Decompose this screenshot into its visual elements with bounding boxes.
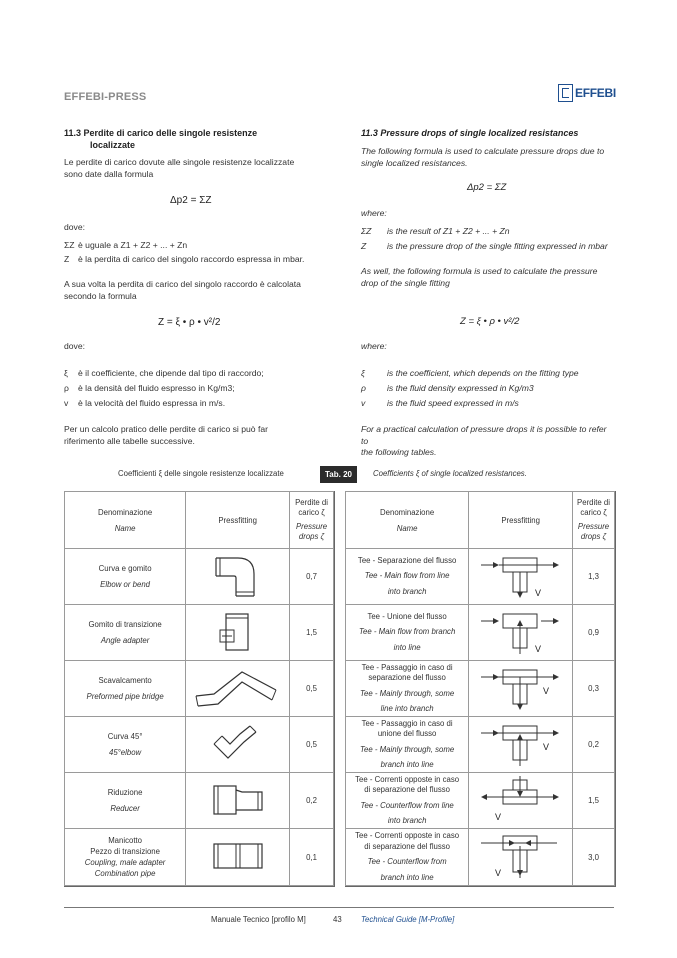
where-label-en: where: bbox=[361, 208, 387, 218]
velocity-label: V bbox=[494, 811, 501, 822]
paragraph-3-it: Per un calcolo pratico delle perdite di carico si può far riferimento alle tabelle successive. bbox=[64, 424, 268, 446]
table-row: Scavalcamento Preformed pipe bridge 0,5 bbox=[65, 661, 334, 717]
pressure-drop-value: 1,5 bbox=[290, 605, 334, 661]
logo-text: EFFEBI bbox=[575, 86, 616, 100]
formula-1-en: Δp2 = ΣZ bbox=[467, 182, 507, 193]
table-row: Tee - Passaggio in caso di unione del flusso Tee - Mainly through, some branch into line V 0,2 bbox=[346, 717, 615, 773]
definition-sum-it: ΣZ è uguale a Z1 + Z2 + ... + Zn bbox=[64, 240, 188, 250]
header-pressfitting: Pressfitting bbox=[469, 492, 573, 549]
pressure-drop-value: 0,2 bbox=[290, 773, 334, 829]
tee-union-icon bbox=[479, 608, 563, 656]
table-row: Manicotto Pezzo di transizione Coupling, male adapter Combination pipe 0,1 bbox=[65, 829, 334, 886]
velocity-label: V bbox=[534, 587, 541, 598]
paragraph-2-it: A sua volta la perdita di carico del singolo raccordo è calcolata secondo la formula bbox=[64, 279, 301, 301]
table-header-row bbox=[65, 492, 334, 549]
pressure-drop-value: 0,9 bbox=[573, 605, 615, 661]
table-row: Riduzione Reducer 0,2 bbox=[65, 773, 334, 829]
formula-2-it: Z = ξ • ρ • v²/2 bbox=[158, 317, 221, 328]
header-pressfitting: Pressfitting bbox=[186, 492, 290, 549]
footer-left: Manuale Tecnico [profilo M] bbox=[211, 915, 306, 924]
table-row: Tee - Correnti opposte in caso di separazione del flusso Tee - Counterflow from line into branch V 1,5 bbox=[346, 773, 615, 829]
where-label-it: dove: bbox=[64, 222, 86, 232]
pressure-drop-value: 0,1 bbox=[290, 829, 334, 886]
right-table bbox=[345, 491, 615, 886]
table-row: Tee - Correnti opposte in caso di separazione del flusso Tee - Counterflow from branch into line V 3,0 bbox=[346, 829, 615, 886]
reducer-icon bbox=[208, 780, 268, 820]
definition-z-en: Z is the pressure drop of the single fitting expressed in mbar bbox=[361, 241, 608, 251]
table-caption-it: Coefficienti ξ delle singole resistenze localizzate bbox=[118, 469, 284, 478]
left-table bbox=[64, 491, 334, 886]
intro-en: The following formula is used to calculate pressure drops due to single localized resistances. bbox=[361, 146, 605, 168]
tee-through-separation-icon bbox=[479, 664, 563, 712]
table-row: Curva e gomito Elbow or bend 0,7 bbox=[65, 549, 334, 605]
table-caption-en: Coefficients ξ of single localized resistances. bbox=[373, 469, 527, 478]
intro-it: Le perdite di carico dovute alle singole resistenze localizzate sono date dalla formula bbox=[64, 157, 295, 179]
pressure-drop-value: 0,2 bbox=[573, 717, 615, 773]
pressure-drop-value: 1,5 bbox=[573, 773, 615, 829]
tee-separation-icon bbox=[479, 552, 563, 600]
table-row: Gomito di transizione Angle adapter 1,5 bbox=[65, 605, 334, 661]
definition-rho-it: ρ è la densità del fluido espresso in Kg/m3; bbox=[64, 383, 235, 393]
definition-v-it: v è la velocità del fluido espressa in m/s. bbox=[64, 398, 226, 408]
table-row: Tee - Unione del flusso Tee - Main flow from branch into line V 0,9 bbox=[346, 605, 615, 661]
velocity-label: V bbox=[542, 741, 549, 752]
elbow-45-icon bbox=[208, 722, 268, 766]
pressure-drop-value: 1,3 bbox=[573, 549, 615, 605]
tee-counterflow-separation-icon bbox=[479, 776, 563, 824]
logo-mark-icon bbox=[558, 84, 573, 102]
section-title-it: 11.3 Perdite di carico delle singole resistenze localizzate bbox=[64, 128, 258, 150]
table-row: Tee - Separazione del flusso Tee - Main flow from line into branch V 1,3 bbox=[346, 549, 615, 605]
definition-v-en: v is the fluid speed expressed in m/s bbox=[361, 398, 519, 408]
where2-label-en: where: bbox=[361, 341, 387, 351]
pressure-drop-value: 0,3 bbox=[573, 661, 615, 717]
velocity-label: V bbox=[494, 868, 501, 878]
definition-z-it: Z è la perdita di carico del singolo raccordo espressa in mbar. bbox=[64, 254, 305, 264]
where2-label-it: dove: bbox=[64, 341, 86, 351]
footer-divider bbox=[64, 907, 614, 908]
angle-adapter-icon bbox=[218, 610, 258, 654]
definition-rho-en: ρ is the fluid density expressed in Kg/m3 bbox=[361, 383, 534, 393]
formula-2-en: Z = ξ • ρ • v²/2 bbox=[460, 316, 520, 327]
paragraph-3-en: For a practical calculation of pressure drops it is possible to refer to the following tables. bbox=[361, 424, 607, 457]
header-name: Denominazione Name bbox=[346, 492, 469, 549]
definition-xi-it: ξ è il coefficiente, che dipende dal tipo di raccordo; bbox=[64, 368, 264, 378]
pressure-drop-value: 0,7 bbox=[290, 549, 334, 605]
brand-name: EFFEBI-PRESS bbox=[64, 91, 147, 103]
table-header-row bbox=[346, 492, 615, 549]
header-name: Denominazione Name bbox=[65, 492, 186, 549]
elbow-icon bbox=[208, 554, 268, 598]
company-logo bbox=[558, 84, 614, 104]
velocity-label: V bbox=[534, 643, 541, 654]
tee-through-union-icon bbox=[479, 720, 563, 768]
tee-counterflow-union-icon bbox=[479, 832, 563, 880]
velocity-label: V bbox=[542, 685, 549, 696]
formula-1-it: Δp2 = ΣZ bbox=[170, 195, 212, 206]
definition-xi-en: ξ is the coefficient, which depends on the fitting type bbox=[361, 368, 579, 378]
header-pressure-drops: Perdite di carico ζ Pressure drops ζ bbox=[290, 492, 334, 549]
footer-right: Technical Guide [M-Profile] bbox=[361, 915, 455, 924]
table-row: Tee - Passaggio in caso di separazione del flusso Tee - Mainly through, some line into branch V 0,3 bbox=[346, 661, 615, 717]
definition-sum-en: ΣZ is the result of Z1 + Z2 + ... + Zn bbox=[361, 226, 510, 236]
pressure-drop-value: 0,5 bbox=[290, 661, 334, 717]
pressure-drop-value: 0,5 bbox=[290, 717, 334, 773]
table-row: Curva 45° 45°elbow 0,5 bbox=[65, 717, 334, 773]
coupling-icon bbox=[208, 836, 268, 876]
page-number: 43 bbox=[333, 915, 342, 924]
paragraph-2-en: As well, the following formula is used to calculate the pressure drop of the single fitting bbox=[361, 266, 598, 288]
table-badge: Tab. 20 bbox=[320, 466, 357, 483]
header-pressure-drops: Perdite di carico ζ Pressure drops ζ bbox=[573, 492, 615, 549]
section-title-en: 11.3 Pressure drops of single localized resistances bbox=[361, 128, 579, 138]
pipe-bridge-icon bbox=[192, 666, 284, 710]
pressure-drop-value: 3,0 bbox=[573, 829, 615, 886]
